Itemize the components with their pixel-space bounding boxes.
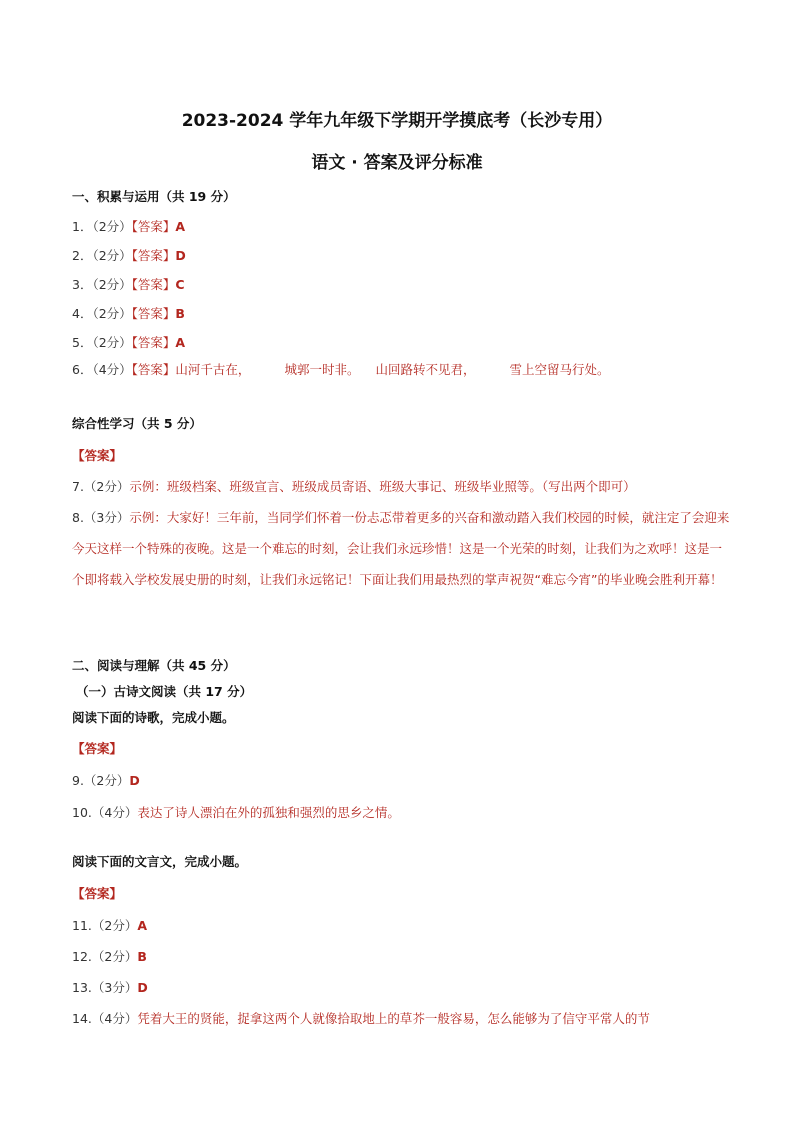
question-9: [72, 771, 140, 789]
answer-value: D: [175, 248, 186, 263]
question-number: 9.（2分）: [72, 773, 130, 788]
question-number: 13.（3分）: [72, 980, 138, 995]
answer-value: B: [137, 949, 147, 964]
question-number: 12.（2分）: [72, 949, 138, 964]
comprehensive-answer-tag: 【答案】: [72, 448, 123, 463]
poem-line: 山河千古在，: [175, 362, 251, 377]
answer-tag: 【答案】: [131, 362, 176, 377]
question-12: [72, 947, 147, 965]
comprehensive-heading: 综合性学习（共 5 分）: [72, 416, 202, 431]
answer-tag: 【答案】: [131, 277, 176, 292]
answer-value: B: [175, 306, 185, 321]
question-8: [72, 502, 732, 595]
question-7: [72, 471, 732, 502]
question-number: 4．（2分）: [72, 306, 132, 321]
answer-line-5: [72, 333, 185, 351]
poem-line: 雪上空留马行处。: [509, 362, 610, 377]
question-number: 2．（2分）: [72, 248, 132, 263]
poem-intro: 阅读下面的诗歌，完成小题。: [72, 710, 235, 725]
question-number: 3．（2分）: [72, 277, 132, 292]
answer-line-1: [72, 217, 185, 235]
answer-tag: 【答案】: [131, 219, 176, 234]
answer-line-2: [72, 246, 186, 264]
answer-text: 示例：大家好！三年前，当同学们怀着一份忐忑带着更多的兴奋和激动踏入我们校园的时候，就注定了会迎来今天这样一个特殊的夜晚。这是一个难忘的时刻，会让我们永远珍惜！这是一个光荣的时刻，让我们为之欢呼！这是一个即将载入学校发展史册的时刻，让我们永远铭记！下面让我们用最热烈的掌声祝贺“难忘今宵”的毕业晚会胜利开幕！: [72, 510, 730, 587]
question-13: [72, 978, 148, 996]
answer-line-3: [72, 275, 185, 293]
answer-value: A: [137, 918, 148, 933]
question-number: 7.（2分）: [72, 479, 130, 494]
answer-line-6: [72, 360, 609, 378]
answer-value: C: [175, 277, 185, 292]
classical-intro: 阅读下面的文言文，完成小题。: [72, 854, 248, 869]
answer-tag: 【答案】: [72, 886, 123, 901]
question-number: 5．（2分）: [72, 335, 132, 350]
answer-tag: 【答案】: [131, 248, 176, 263]
answer-tag: 【答案】: [131, 335, 176, 350]
poem-line: 城郭一时非。: [284, 362, 360, 377]
answer-text: 示例：班级档案、班级宣言、班级成员寄语、班级大事记、班级毕业照等。（写出两个即可）: [129, 479, 636, 494]
answer-value: D: [137, 980, 148, 995]
answer-value: D: [129, 773, 140, 788]
answer-tag: 【答案】: [131, 306, 176, 321]
document-title: 2023-2024 学年九年级下学期开学摸底考（长沙专用）: [181, 111, 613, 131]
answer-value: A: [175, 219, 186, 234]
question-11: [72, 916, 147, 934]
answer-tag: 【答案】: [72, 741, 123, 756]
poem-line: 山回路转不见君，: [375, 362, 476, 377]
section1-heading: 一、积累与运用（共 19 分）: [72, 189, 236, 204]
document-subtitle: 语文 · 答案及评分标准: [311, 153, 483, 173]
section2-heading: 二、阅读与理解（共 45 分）: [72, 658, 236, 673]
question-14: [72, 1009, 650, 1027]
question-number: 6．（4分）: [72, 362, 132, 377]
question-number: 8.（3分）: [72, 510, 130, 525]
subsection-heading: （一）古诗文阅读（共 17 分）: [76, 684, 253, 699]
answer-text: 凭着大王的贤能，捉拿这两个人就像拾取地上的草芥一般容易，怎么能够为了信守平常人的节: [137, 1011, 650, 1026]
answer-line-4: [72, 304, 185, 322]
question-number: 10.（4分）: [72, 805, 138, 820]
question-10: [72, 803, 400, 821]
question-number: 11.（2分）: [72, 918, 138, 933]
question-number: 1．（2分）: [72, 219, 132, 234]
answer-text: 表达了诗人漂泊在外的孤独和强烈的思乡之情。: [137, 805, 400, 820]
answer-value: A: [175, 335, 186, 350]
question-number: 14.（4分）: [72, 1011, 138, 1026]
